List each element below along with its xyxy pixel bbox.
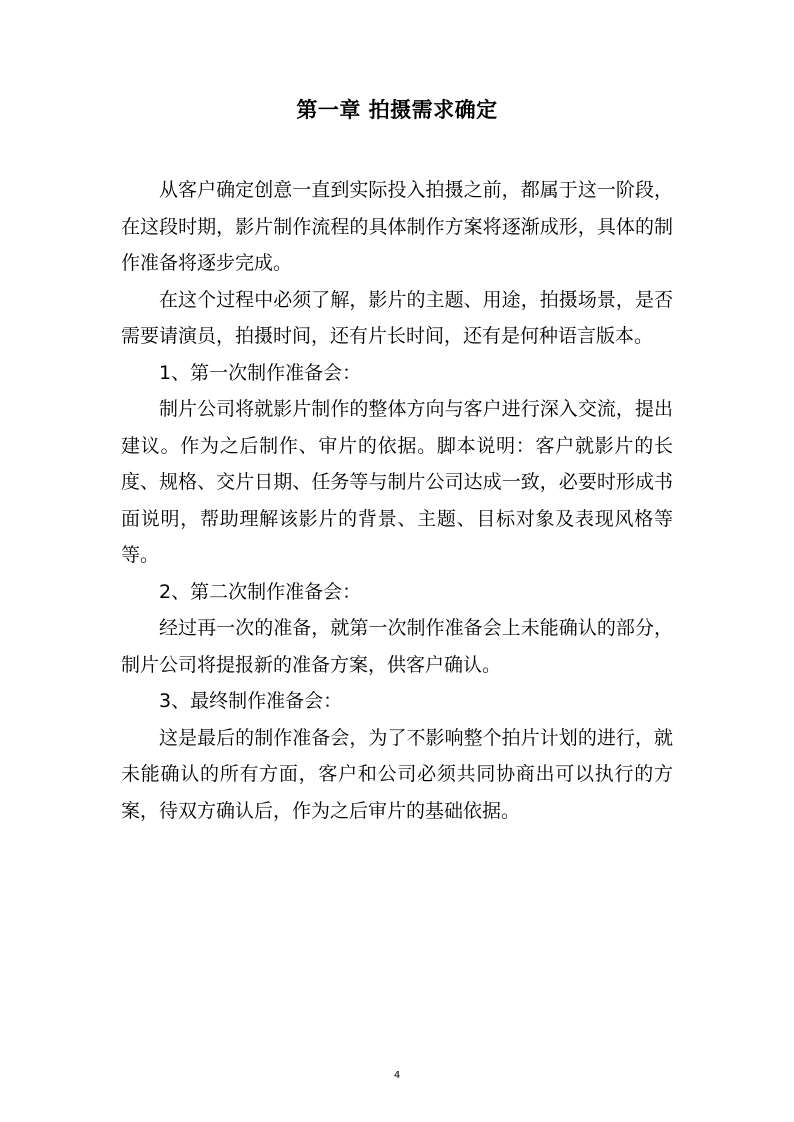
paragraph: 在这个过程中必须了解，影片的主题、用途，拍摄场景，是否需要请演员，拍摄时间，还有片长时间，还有是何种语言版本。 [121,288,673,347]
paragraph: 制片公司将就影片制作的整体方向与客户进行深入交流，提出建议。作为之后制作、审片的依据。脚本说明：客户就影片的长度、规格、交片日期、任务等与制片公司达成一致，必要时形成书面说明，帮助理解该影片的背景、主题、目标对象及表现风格等等。 [121,398,673,566]
page-number: 4 [393,1070,401,1081]
paragraph: 这是最后的制作准备会，为了不影响整个拍片计划的进行，就未能确认的所有方面，客户和公司必须共同协商出可以执行的方案，待双方确认后，作为之后审片的基础依据。 [121,726,673,822]
paragraph: 从客户确定创意一直到实际投入拍摄之前，都属于这一阶段，在这段时期，影片制作流程的具体制作方案将逐渐成形，具体的制作准备将逐步完成。 [121,179,673,274]
body-text [121,172,673,829]
paragraph: 经过再一次的准备，就第一次制作准备会上未能确认的部分，制片公司将提报新的准备方案，供客户确认。 [121,617,673,676]
section-heading: 3、最终制作准备会： [159,690,343,712]
section-heading: 1、第一次制作准备会： [159,361,362,384]
section-heading: 2、第二次制作准备会： [159,580,362,603]
chapter-title: 第一章 拍摄需求确定 [296,98,498,122]
